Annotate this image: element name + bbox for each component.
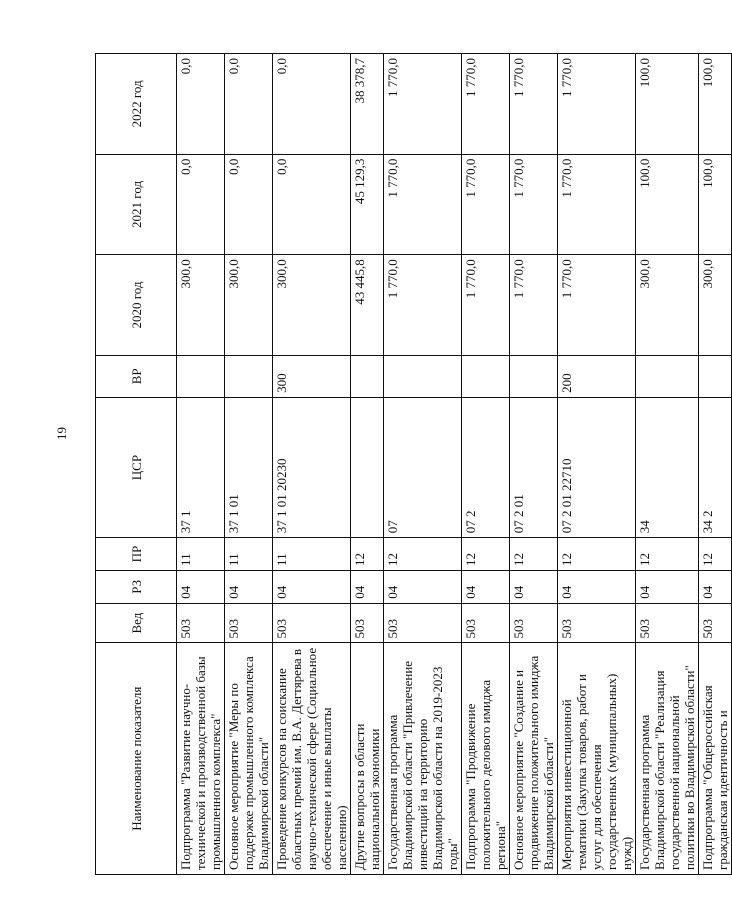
cell-2020: 1 770,0	[384, 255, 462, 356]
cell-name: Подпрограмма "Продвижение положительного делового имиджа региона"	[462, 643, 510, 875]
cell-pr: 11	[273, 538, 351, 571]
cell-rz: 04	[636, 570, 699, 603]
header-2021: 2021 год	[96, 154, 177, 255]
cell-vr: 200	[558, 355, 636, 397]
budget-table	[95, 53, 732, 875]
cell-2021: 100,0	[699, 154, 732, 255]
table-row	[384, 54, 462, 875]
cell-rz: 04	[273, 570, 351, 603]
cell-name: Мероприятия инвестиционной тематики (Закупка товаров, работ и услуг для обеспечения государственных (муниципальных) нужд)	[558, 643, 636, 875]
cell-2022: 38 378,7	[351, 54, 384, 155]
cell-ved: 503	[384, 603, 462, 643]
cell-rz: 04	[351, 570, 384, 603]
cell-2022: 1 770,0	[510, 54, 558, 155]
cell-ved: 503	[225, 603, 273, 643]
header-ved: Вед	[96, 603, 177, 643]
table-row	[699, 54, 732, 875]
cell-name: Государственная программа Владимирской области "Привлечение инвестиций на территорию Владимирской области на 2019-2023 годы"	[384, 643, 462, 875]
cell-ved: 503	[558, 603, 636, 643]
cell-2021: 45 129,3	[351, 154, 384, 255]
cell-csr: 07	[384, 397, 462, 537]
cell-2020: 300,0	[225, 255, 273, 356]
table-row	[351, 54, 384, 875]
cell-pr: 12	[699, 538, 732, 571]
cell-csr: 07 2	[462, 397, 510, 537]
cell-name: Подпрограмма "Общероссийская гражданская идентичность и	[699, 643, 732, 875]
cell-rz: 04	[384, 570, 462, 603]
cell-2020: 43 445,8	[351, 255, 384, 356]
cell-name: Основное мероприятие "Меры по поддержке промышленного комплекса Владимирской области"	[225, 643, 273, 875]
cell-vr	[636, 355, 699, 397]
table-row	[636, 54, 699, 875]
header-rz: РЗ	[96, 570, 177, 603]
cell-2021: 1 770,0	[558, 154, 636, 255]
cell-rz: 04	[510, 570, 558, 603]
header-pr: ПР	[96, 538, 177, 571]
cell-ved: 503	[351, 603, 384, 643]
cell-2021: 0,0	[273, 154, 351, 255]
cell-ved: 503	[636, 603, 699, 643]
cell-pr: 12	[558, 538, 636, 571]
header-csr: ЦСР	[96, 397, 177, 537]
table-row	[177, 54, 225, 875]
cell-csr: 07 2 01	[510, 397, 558, 537]
cell-ved: 503	[699, 603, 732, 643]
cell-2021: 1 770,0	[462, 154, 510, 255]
cell-pr: 12	[351, 538, 384, 571]
cell-2022: 1 770,0	[558, 54, 636, 155]
cell-vr	[177, 355, 225, 397]
cell-2021: 1 770,0	[384, 154, 462, 255]
cell-vr	[225, 355, 273, 397]
cell-pr: 12	[510, 538, 558, 571]
cell-rz: 04	[462, 570, 510, 603]
cell-2020: 300,0	[636, 255, 699, 356]
cell-csr: 37 1	[177, 397, 225, 537]
cell-ved: 503	[273, 603, 351, 643]
table-row	[225, 54, 273, 875]
cell-name: Другие вопросы в области национальной экономики	[351, 643, 384, 875]
cell-2022: 0,0	[177, 54, 225, 155]
cell-vr	[462, 355, 510, 397]
cell-ved: 503	[462, 603, 510, 643]
cell-2020: 1 770,0	[462, 255, 510, 356]
cell-ved: 503	[510, 603, 558, 643]
header-name: Наименование показателя	[96, 643, 177, 875]
cell-pr: 12	[636, 538, 699, 571]
cell-pr: 11	[177, 538, 225, 571]
budget-table-wrapper	[95, 53, 730, 875]
cell-vr	[699, 355, 732, 397]
header-vr: ВР	[96, 355, 177, 397]
cell-rz: 04	[225, 570, 273, 603]
cell-pr: 12	[462, 538, 510, 571]
table-row	[462, 54, 510, 875]
table-header-row	[96, 54, 177, 875]
cell-2022: 1 770,0	[384, 54, 462, 155]
cell-ved: 503	[177, 603, 225, 643]
table-row	[273, 54, 351, 875]
cell-rz: 04	[558, 570, 636, 603]
cell-2020: 300,0	[699, 255, 732, 356]
cell-pr: 11	[225, 538, 273, 571]
cell-2022: 100,0	[636, 54, 699, 155]
table-row	[510, 54, 558, 875]
cell-2021: 0,0	[177, 154, 225, 255]
cell-2020: 1 770,0	[558, 255, 636, 356]
cell-name: Государственная программа Владимирской области "Реализация государственной национальной политики во Владимирской области"	[636, 643, 699, 875]
cell-2021: 1 770,0	[510, 154, 558, 255]
cell-2021: 0,0	[225, 154, 273, 255]
cell-csr: 34	[636, 397, 699, 537]
cell-pr: 12	[384, 538, 462, 571]
cell-csr	[351, 397, 384, 537]
cell-csr: 37 1 01 20230	[273, 397, 351, 537]
cell-vr: 300	[273, 355, 351, 397]
cell-2022: 1 770,0	[462, 54, 510, 155]
header-2020: 2020 год	[96, 255, 177, 356]
cell-2020: 300,0	[177, 255, 225, 356]
cell-2022: 100,0	[699, 54, 732, 155]
cell-csr: 34 2	[699, 397, 732, 537]
cell-2022: 0,0	[225, 54, 273, 155]
cell-2022: 0,0	[273, 54, 351, 155]
page-number: 19	[54, 427, 69, 440]
cell-name: Подпрограмма "Развитие научно-технической и производственной базы промышленного комплекса"	[177, 643, 225, 875]
cell-csr: 07 2 01 22710	[558, 397, 636, 537]
cell-csr: 37 1 01	[225, 397, 273, 537]
cell-rz: 04	[699, 570, 732, 603]
cell-2020: 300,0	[273, 255, 351, 356]
cell-vr	[510, 355, 558, 397]
cell-name: Основное мероприятие "Создание и продвижение положительного имиджа Владимирской области"	[510, 643, 558, 875]
cell-2021: 100,0	[636, 154, 699, 255]
cell-vr	[384, 355, 462, 397]
cell-vr	[351, 355, 384, 397]
cell-rz: 04	[177, 570, 225, 603]
cell-name: Проведение конкурсов на соискание областных премий им. В.А. Дегтярева в научно-технической сфере (Социальное обеспечение и иные выплаты населению)	[273, 643, 351, 875]
table-row	[558, 54, 636, 875]
header-2022: 2022 год	[96, 54, 177, 155]
cell-2020: 1 770,0	[510, 255, 558, 356]
